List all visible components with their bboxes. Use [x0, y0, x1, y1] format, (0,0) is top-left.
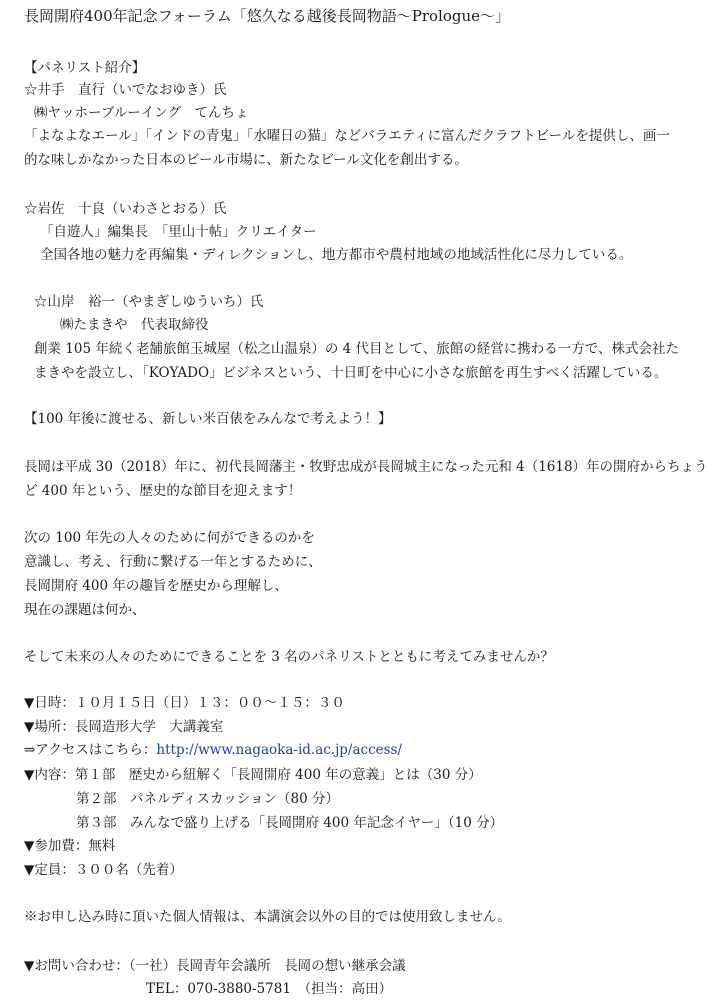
panelist-1-bio: 的な味しかなかった日本のビール市場に、新たなビール文化を創出する。	[24, 152, 468, 168]
message-line: 長岡開府 400 年の趣旨を歴史から理解し、	[24, 578, 288, 594]
message-line: 意識し、考え、行動に繋げる一年とするために、	[24, 554, 322, 570]
access-label: ⇒アクセスはこちら：	[24, 742, 157, 758]
contact-tel: TEL：070-3880-5781 （担当：高田）	[146, 981, 393, 997]
event-fee: ▼参加費：無料	[24, 838, 116, 854]
panelist-3-affiliation: ㈱たまきや 代表取締役	[60, 317, 209, 333]
contact-label: ▼お問い合わせ：（一社）長岡青年会議所 長岡の想い継承会議	[24, 958, 406, 974]
panelist-1-affiliation: ㈱ヤッホーブルーイング てんちょ	[34, 105, 249, 121]
access-link[interactable]: http://www.nagaoka-id.ac.jp/access/	[156, 742, 403, 758]
theme-heading: 【100 年後に渡せる、新しい米百俵をみんなで考えよう！】	[24, 411, 392, 427]
event-venue: ▼場所：長岡造形大学 大講義室	[24, 719, 224, 735]
program-part-1: ▼内容：第１部 歴史から紐解く「長岡開府 400 年の意義」とは（30 分）	[24, 767, 482, 783]
panelist-1-bio: 「よなよなエール」「インドの青鬼」「水曜日の猫」などバラエティに富んだクラフトビールを提供し、画一	[24, 128, 670, 144]
event-capacity: ▼定員：３００名（先着）	[24, 862, 183, 878]
panelist-2-name: ☆岩佐 十良（いわさとおる）氏	[24, 201, 227, 217]
intro-paragraph: 長岡は平成 30（2018）年に、初代長岡藩主・牧野忠成が長岡城主になった元和 4（1618）年の開府からちょう	[24, 459, 708, 475]
panelist-3-name: ☆山岸 裕一（やまぎしゆういち）氏	[34, 294, 264, 310]
event-datetime: ▼日時：１０月１５日（日）１３：００～１５：３０	[24, 695, 345, 711]
panelist-3-bio: まきやを設立し、「KOYADO」ビジネスという、十日町を中心に小さな旅館を再生すべく活躍している。	[34, 365, 668, 381]
panelist-2-bio: 全国各地の魅力を再編集・ディレクションし、地方都市や農村地域の地域活性化に尽力している。	[40, 247, 633, 263]
panelist-2-affiliation: 「自遊人」編集長 「里山十帖」クリエイター	[40, 224, 317, 240]
page-title: 長岡開府400年記念フォーラム「悠久なる越後長岡物語～Prologue～」	[24, 7, 510, 25]
invitation-text: そして未来の人々のためにできることを 3 名のパネリストとともに考えてみませんか？	[24, 649, 554, 665]
program-part-2: 第２部 パネルディスカッション（80 分）	[76, 791, 339, 807]
panelist-3-bio: 創業 105 年続く老舗旅館玉城屋（松之山温泉）の 4 代目として、旅館の経営に携わる一方で、株式会社た	[34, 341, 679, 357]
panelist-1-name: ☆井手 直行（いでなおゆき）氏	[24, 82, 227, 98]
panelists-heading: 【パネリスト紹介】	[24, 60, 146, 76]
access-row	[24, 741, 402, 759]
program-part-3: 第３部 みんなで盛り上げる「長岡開府 400 年記念イヤー」（10 分）	[76, 815, 504, 831]
privacy-note: ※お申し込み時に頂いた個人情報は、本講演会以外の目的では使用致しません。	[24, 909, 511, 925]
message-line: 現在の課題は何か、	[24, 602, 146, 618]
intro-paragraph: ど 400 年という、歴史的な節目を迎えます！	[24, 483, 302, 499]
message-line: 次の 100 年先の人々のために何ができるのかを	[24, 530, 315, 546]
